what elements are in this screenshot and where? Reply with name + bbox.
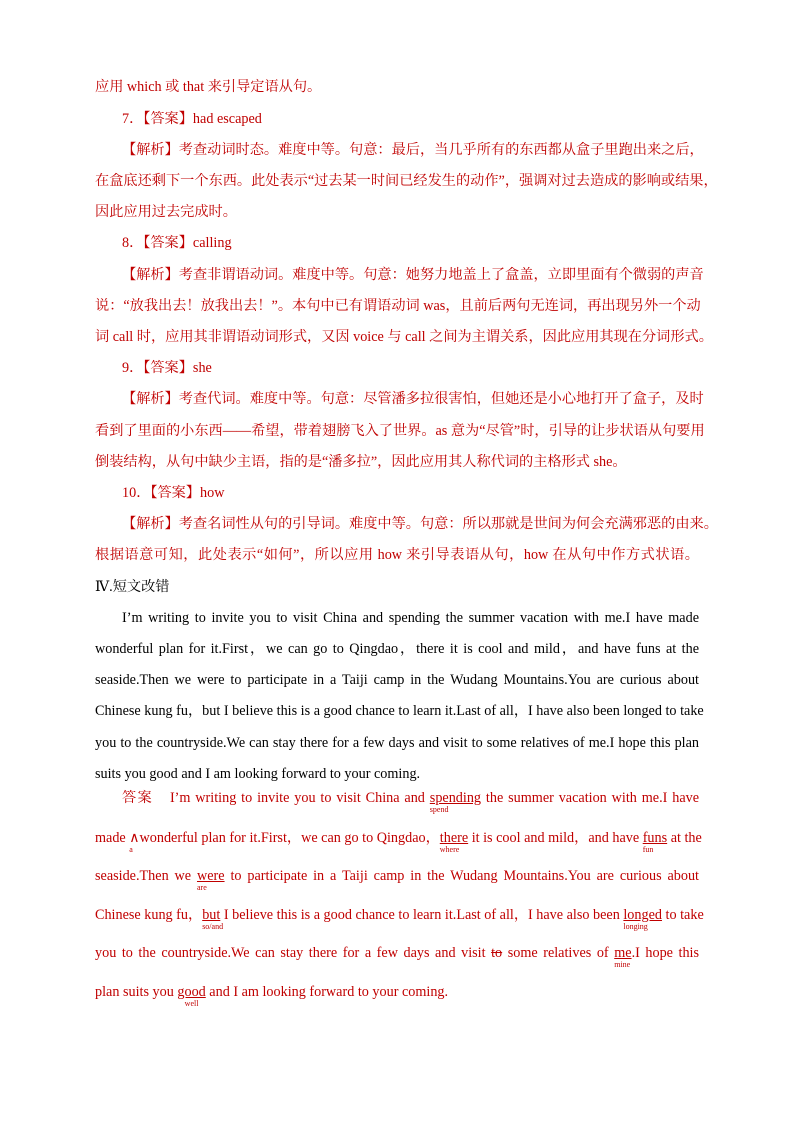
correction: funs fun [642,830,668,854]
text-line: 看到了里面的小东西——希望，带着翅膀飞入了世界。as 意为“尽管”时，引导的让步状语从句要用 [95,423,705,439]
correction: longed longing [623,907,662,931]
analysis-7: 【解析】考查动词时态。难度中等。句意：最后，当几乎所有的东西都从盒子里跑出来之后， [122,142,704,158]
text-line: 因此应用过去完成时。 [95,204,237,220]
answer-9: 9．【答案】she [122,360,212,376]
analysis-9: 【解析】考查代词。难度中等。句意：尽管潘多拉很害怕，但她还是小心地打开了盒子，及时 [122,391,704,407]
passage-line: Chinese kung fu，but I believe this is a good chance to learn it.Last of all，I have also been longed to take [95,703,704,719]
analysis-8: 【解析】考查非谓语动词。难度中等。句意：她努力地盖上了盒盖，立即里面有个微弱的声音 [122,267,704,283]
text-line: 在盒底还剩下一个东西。此处表示“过去某一时间已经发生的动作”，强调对过去造成的影响或结果， [95,173,718,189]
correction: were are [196,868,225,892]
correction: but so/and [202,907,224,931]
answer-8: 8．【答案】calling [122,235,232,251]
text-line: 词 call 时，应用其非谓语动词形式，又因 voice 与 call 之间为主谓关系，因此应用其现在分词形式。 [95,329,713,345]
answer-line-1: 答案 I’m writing to invite you to visit China and spending spend the summer vacation with me.I have [122,790,700,814]
answer-label: 答案 [122,790,154,806]
analysis-10: 【解析】考查名词性从句的引导词。难度中等。句意：所以那就是世间为何会充满邪恶的由来。 [122,516,718,532]
answer-line-5: you to the countryside.We can stay there for a few days and visit to some relatives of me mine .I hope this [95,945,700,969]
text-line: 根据语意可知，此处表示“如何”，所以应用 how 来引导表语从句，how 在从句中作方式状语。 [95,547,699,563]
section-title: Ⅳ.短文改错 [95,579,170,595]
correction: there where [439,830,469,854]
text-line: 倒装结构，从句中缺少主语，指的是“潘多拉”，因此应用其人称代词的主格形式 she。 [95,454,627,470]
correction: me mine [614,945,632,969]
correction: spending spend [429,790,482,814]
insertion-mark: ∧ a [129,831,140,854]
answer-line-4: Chinese kung fu，but so/and I believe this is a good chance to learn it.Last of all，I have also been longed longing to take [95,907,704,931]
text-line: 说：“放我出去！放我出去！”。本句中已有谓语动词 was，且前后两句无连词，再出现另外一个动 [95,298,701,314]
passage-line: you to the countryside.We can stay there for a few days and visit to some relatives of me.I hope this plan [95,735,699,751]
passage-line: suits you good and I am looking forward to your coming. [95,766,421,782]
passage-line: I’m writing to invite you to visit China and spending the summer vacation with me.I have made [122,610,699,626]
correction: good well [177,984,206,1008]
answer-line-6: plan suits you good well and I am looking forward to your coming. [95,984,449,1008]
answer-line-2: made ∧ a wonderful plan for it.First，we can go to Qingdao，there where it is cool and mild，and have funs fun at the [95,830,702,854]
text-line: 应用 which 或 that 来引导定语从句。 [95,79,322,95]
answer-line-3: seaside.Then we were are to participate in a Taiji camp in the Wudang Mountains.You are curious about [95,868,700,892]
answer-10: 10．【答案】how [122,485,225,501]
answer-7: 7．【答案】had escaped [122,111,262,127]
passage-line: wonderful plan for it.First，we can go to Qingdao，there it is cool and mild，and have funs at the [95,641,699,657]
deletion-mark: to [491,945,503,961]
passage-line: seaside.Then we were to participate in a Taiji camp in the Wudang Mountains.You are curious about [95,672,699,688]
